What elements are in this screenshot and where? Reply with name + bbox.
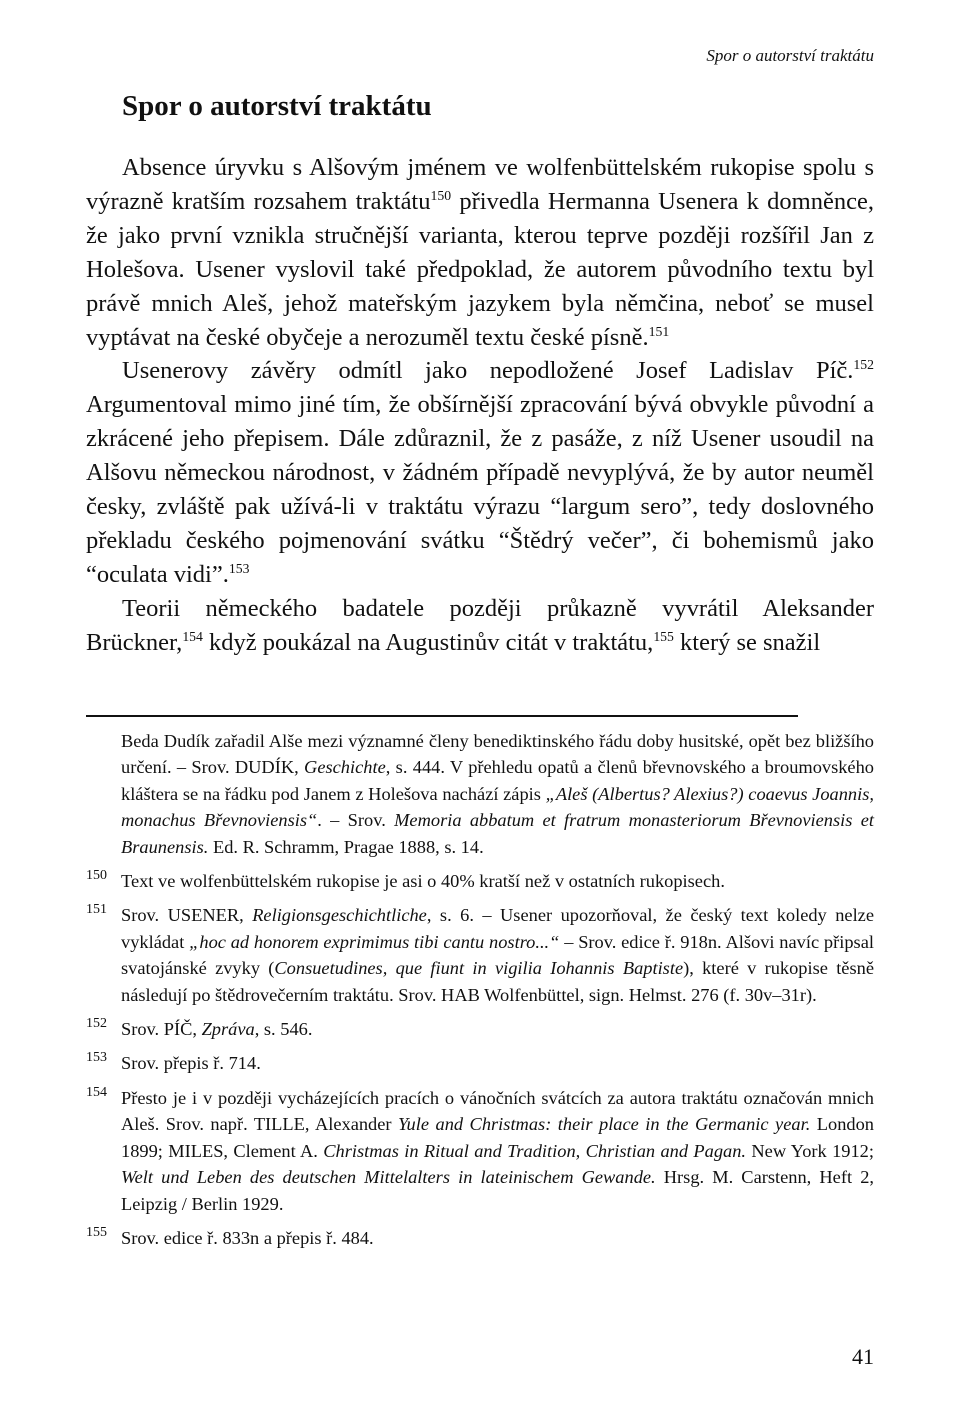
text-run: , s. 546. — [254, 1019, 313, 1040]
italic-run: Zpráva — [201, 1019, 255, 1040]
footnote-ref[interactable]: 150 — [430, 187, 452, 203]
footnote-continuation — [86, 728, 874, 860]
italic-run: Welt und Leben des deutschen Mittelalters in lateinischem Gewande. — [121, 1167, 656, 1188]
section-title: Spor o autorství traktátu — [122, 90, 432, 122]
text-run: . – Srov. — [317, 810, 395, 831]
text-run: Srov. USENER, — [121, 905, 253, 926]
text-run: – Srov. edice ř. 918n. Alšovi navíc připsal svatojánské zvyky ( — [121, 931, 874, 979]
footnotes — [86, 728, 874, 1251]
text-run: ), které v rukopise těsně následují po štědrovečerním traktátu. Srov. HAB Wolfenbüttel, sign. Helmst. 276 (f. 30v–31r). — [121, 958, 874, 1005]
text-run: , s. 444. V přehledu opatů a členů břevnovského a broumovského kláštera se na řádku pod Janem z Holešova nachází zápis — [121, 757, 874, 804]
text-run: Absence úryvku s Alšovým jménem ve wolfenbüttelském rukopise spolu s výrazně kratším rozsahem traktátu — [86, 154, 874, 215]
footnote-150 — [86, 868, 874, 894]
italic-run: „Aleš (Albertus? Alexius?) coaevus Joannis, monachus Břevnoviensis“ — [121, 783, 874, 831]
footnote-ref[interactable]: 151 — [648, 323, 670, 339]
footnote-151 — [86, 902, 874, 1008]
running-header: Spor o autorství traktátu — [706, 46, 874, 65]
italic-run: Memoria abbatum et fratrum monasteriorum Břevnoviensis et Braunensis. — [121, 810, 874, 857]
footnote-text: Srov. přepis ř. 714. — [121, 1053, 261, 1074]
footnote-number: 150 — [86, 868, 107, 884]
text-run: Hrsg. M. Carstenn, Heft 2, Leipzig / Berlin 1929. — [121, 1167, 874, 1214]
footnote-ref[interactable]: 152 — [853, 357, 874, 373]
footnote-152 — [86, 1016, 874, 1042]
footnote-153 — [86, 1050, 874, 1076]
text-run: Ed. R. Schramm, Pragae 1888, s. 14. — [208, 836, 484, 857]
footnote-text: Text ve wolfenbüttelském rukopise je asi o 40% kratší než v ostatních rukopisech. — [121, 871, 725, 892]
footnote-ref[interactable]: 154 — [182, 628, 203, 644]
footnote-155 — [86, 1225, 874, 1251]
text-run: který se snažil — [673, 628, 821, 656]
italic-run: Geschichte — [304, 757, 386, 778]
text-run: přivedla Hermanna Usenera k domněnce, že jako první vznikla stručnější varianta, kterou teprve později rozšířil Jan z Holešova. Usener vyslovil také předpoklad, že autorem původního textu byl právě mnich Aleš, jehož mateřským jazykem byla němčina, neboť se musel vyptávat na české obyčeje a nerozuměl textu české písně. — [86, 187, 874, 351]
text-run: London 1899; MILES, Clement A. — [121, 1114, 874, 1161]
paragraph — [86, 151, 874, 354]
italic-run: Consuetudines, que fiunt in vigilia Iohannis Baptiste — [274, 958, 684, 979]
italic-run: Yule and Christmas: their place in the Germanic year. — [398, 1114, 811, 1135]
italic-run: „hoc ad honorem exprimimus tibi cantu nostro...“ — [189, 931, 560, 952]
text-run: Usenerovy závěry odmítl jako nepodložené Josef Ladislav Píč. — [122, 357, 854, 385]
footnote-text: Srov. edice ř. 833n a přepis ř. 484. — [121, 1227, 374, 1248]
main-text — [86, 151, 874, 660]
text-run: Beda Dudík zařadil Alše mezi významné členy benediktinského řádu doby husitské, opět bez bližšího určení. – Srov. DUDÍK, — [121, 731, 874, 778]
text-run: Přesto je i v později vycházejících pracích o vánočních svátcích za autora traktátu označován mnich Aleš. Srov. např. TILLE, Alexander — [121, 1087, 874, 1135]
footnote-ref[interactable]: 155 — [653, 628, 674, 644]
footnote-number: 151 — [86, 902, 107, 918]
footnote-number: 152 — [86, 1016, 107, 1032]
text-run: , s. 6. – Usener upozorňoval, že český text koledy nelze vykládat — [121, 905, 874, 952]
page-number: 41 — [852, 1344, 874, 1369]
text-run: když poukázal na Augustinův citát v traktátu, — [202, 628, 654, 656]
paragraph — [86, 592, 874, 660]
footnote-number: 153 — [86, 1050, 107, 1066]
italic-run: Christmas in Ritual and Tradition, Christian and Pagan. — [323, 1140, 747, 1161]
footnote-number: 154 — [86, 1084, 107, 1100]
text-run: New York 1912; — [746, 1140, 874, 1161]
text-run: Argumentoval mimo jiné tím, že obšírnější zpracování bývá obvykle původní a zkrácené jeho přepisem. Dále zdůraznil, že z pasáže, z níž Usener usoudil na Alšovu německou národnost, v žádném případě nevyplývá, že by autor neuměl česky, zvláště pak užívá-li v traktátu výrazu “largum sero”, tedy doslovného překladu českého pojmenování svátku “Štědrý večer”, či bohemismů jako “oculata vidi”. — [86, 391, 874, 588]
paragraph — [86, 354, 874, 591]
text-run: Srov. PÍČ, — [121, 1019, 202, 1040]
footnote-number: 155 — [86, 1224, 107, 1240]
footnote-ref[interactable]: 153 — [228, 560, 250, 576]
footnote-separator — [86, 715, 798, 717]
text-run: Teorii německého badatele později průkazně vyvrátil Aleksander Brückner, — [86, 594, 874, 656]
italic-run: Religionsgeschichtliche — [252, 905, 427, 926]
footnote-154 — [86, 1085, 874, 1217]
